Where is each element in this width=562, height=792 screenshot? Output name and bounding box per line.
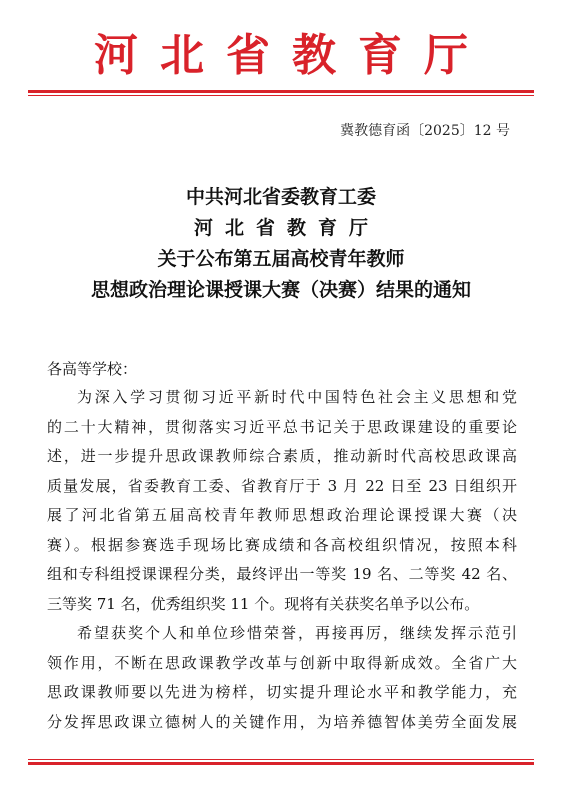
footer-rule-thin bbox=[28, 759, 534, 760]
title-line-2: 河北省教育厅 bbox=[193, 217, 380, 239]
masthead-rule-thin bbox=[28, 95, 534, 96]
footer-rule-thick bbox=[28, 762, 534, 765]
body-text bbox=[47, 383, 517, 737]
paragraph-1-line: 赛）。根据参赛选手现场比赛成绩和各高校组织情况，按照本科 bbox=[47, 535, 517, 554]
paragraph-2-line: 分发挥思政课立德树人的关键作用，为培养德智体美劳全面发展 bbox=[47, 712, 517, 731]
document-number: 冀教德育函〔2025〕12 号 bbox=[340, 123, 510, 139]
paragraph-1-line: 的二十大精神，贯彻落实习近平总书记关于思政课建设的重要论 bbox=[47, 417, 517, 436]
title-line-3: 关于公布第五届高校青年教师 bbox=[157, 248, 405, 270]
document-title bbox=[0, 182, 562, 306]
paragraph-2-line: 希望获奖个人和单位珍惜荣誉，再接再厉，继续发挥示范引 bbox=[77, 624, 517, 642]
paragraph-2-line: 领作用，不断在思政课教学改革与创新中取得新成效。全省广大 bbox=[47, 653, 517, 672]
paragraph-1-line: 组和专科组授课课程分类，最终评出一等奖 19 名、二等奖 42 名、 bbox=[47, 565, 517, 583]
paragraph-1-line: 三等奖 71 名，优秀组织奖 11 个。现将有关获奖名单予以公布。 bbox=[47, 594, 480, 613]
paragraph-1-line: 为深入学习贯彻习近平新时代中国特色社会主义思想和党 bbox=[77, 388, 517, 406]
paragraph-1-line: 述，进一步提升思政课教师综合素质，推动新时代高校思政课高 bbox=[47, 447, 517, 465]
paragraph-2-line: 思政课教师要以先进为榜样，切实提升理论水平和教学能力，充 bbox=[47, 683, 517, 701]
title-line-1: 中共河北省委教育工委 bbox=[185, 186, 376, 208]
salutation: 各高等学校： bbox=[47, 360, 138, 378]
title-line-4: 思想政治理论课授课大赛（决赛）结果的通知 bbox=[90, 279, 471, 301]
paragraph-1-line: 展了河北省第五届高校青年教师思想政治理论课授课大赛（决 bbox=[47, 506, 517, 524]
issuing-authority-masthead: 河北省教育厅 bbox=[94, 30, 490, 81]
paragraph-1-line: 质量发展，省委教育工委、省教育厅于 3 月 22 日至 23 日组织开 bbox=[47, 476, 517, 495]
masthead-rule-thick bbox=[28, 90, 534, 93]
